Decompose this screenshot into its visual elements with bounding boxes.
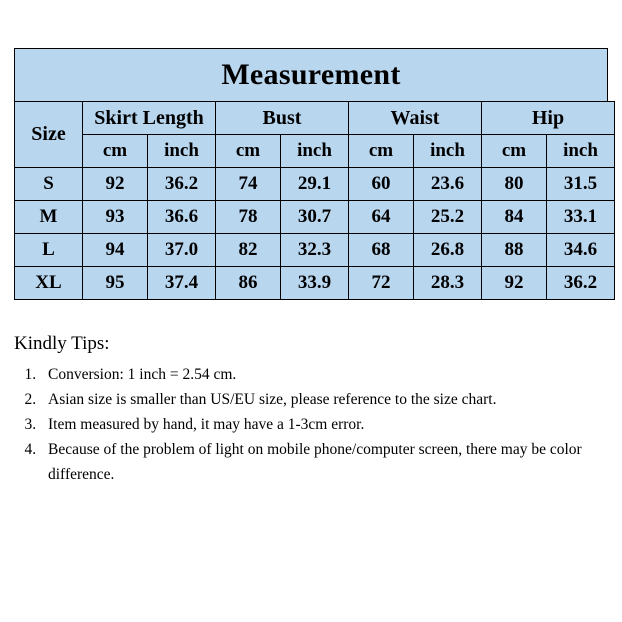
list-item: 2. Asian size is smaller than US/EU size, please reference to the size chart.: [40, 387, 608, 412]
header-size: Size: [15, 102, 83, 168]
table-row: [15, 168, 615, 201]
measurement-table: [14, 101, 615, 300]
table-header-groups: [15, 102, 615, 135]
cell-value: 23.6: [414, 168, 482, 201]
cell-value: 60: [349, 168, 414, 201]
cell-value: 95: [83, 267, 148, 300]
table-row: [15, 234, 615, 267]
table-row: [15, 201, 615, 234]
cell-value: 25.2: [414, 201, 482, 234]
cell-value: 72: [349, 267, 414, 300]
header-unit-bust-cm: cm: [216, 135, 281, 168]
cell-value: 34.6: [547, 234, 615, 267]
measurement-sheet: [14, 48, 608, 300]
page-title: Measurement: [221, 58, 401, 91]
row-size-label: M: [15, 201, 83, 234]
cell-value: 93: [83, 201, 148, 234]
header-unit-skirt-cm: cm: [83, 135, 148, 168]
cell-value: 36.2: [148, 168, 216, 201]
header-unit-hip-inch: inch: [547, 135, 615, 168]
tips-list: [14, 362, 608, 488]
cell-value: 92: [83, 168, 148, 201]
row-size-label: XL: [15, 267, 83, 300]
cell-value: 78: [216, 201, 281, 234]
cell-value: 33.9: [281, 267, 349, 300]
header-group-skirt-length: Skirt Length: [83, 102, 216, 135]
table-header-units: [15, 135, 615, 168]
table-row: [15, 267, 615, 300]
cell-value: 30.7: [281, 201, 349, 234]
cell-value: 64: [349, 201, 414, 234]
row-size-label: S: [15, 168, 83, 201]
header-unit-waist-inch: inch: [414, 135, 482, 168]
cell-value: 26.8: [414, 234, 482, 267]
cell-value: 31.5: [547, 168, 615, 201]
header-unit-waist-cm: cm: [349, 135, 414, 168]
cell-value: 36.2: [547, 267, 615, 300]
cell-value: 37.4: [148, 267, 216, 300]
cell-value: 68: [349, 234, 414, 267]
header-group-waist: Waist: [349, 102, 482, 135]
cell-value: 82: [216, 234, 281, 267]
list-item: 1. Conversion: 1 inch = 2.54 cm.: [40, 362, 608, 387]
header-group-hip: Hip: [482, 102, 615, 135]
cell-value: 88: [482, 234, 547, 267]
list-item: 3. Item measured by hand, it may have a 1-3cm error.: [40, 412, 608, 437]
cell-value: 84: [482, 201, 547, 234]
cell-value: 80: [482, 168, 547, 201]
header-unit-skirt-inch: inch: [148, 135, 216, 168]
cell-value: 74: [216, 168, 281, 201]
header-unit-bust-inch: inch: [281, 135, 349, 168]
cell-value: 86: [216, 267, 281, 300]
list-item: 4. Because of the problem of light on mobile phone/computer screen, there may be color difference.: [40, 437, 608, 487]
title-band: [14, 48, 608, 101]
header-group-bust: Bust: [216, 102, 349, 135]
cell-value: 37.0: [148, 234, 216, 267]
kindly-tips-section: [14, 333, 608, 488]
tips-heading: Kindly Tips:: [14, 333, 110, 354]
row-size-label: L: [15, 234, 83, 267]
header-unit-hip-cm: cm: [482, 135, 547, 168]
cell-value: 29.1: [281, 168, 349, 201]
cell-value: 92: [482, 267, 547, 300]
cell-value: 36.6: [148, 201, 216, 234]
cell-value: 32.3: [281, 234, 349, 267]
cell-value: 33.1: [547, 201, 615, 234]
cell-value: 28.3: [414, 267, 482, 300]
cell-value: 94: [83, 234, 148, 267]
